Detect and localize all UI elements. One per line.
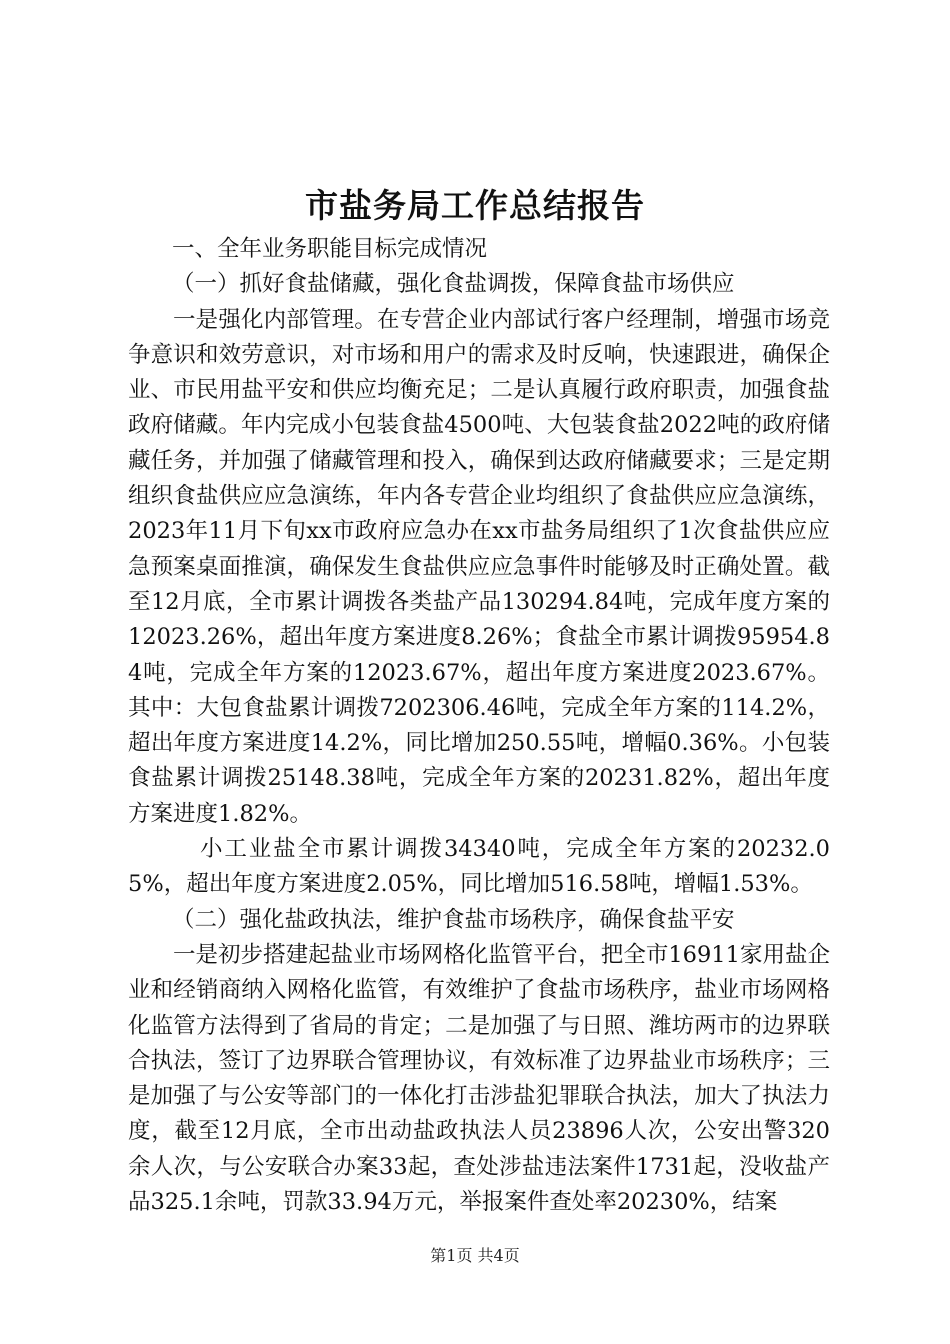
paragraph-3: 一是初步搭建起盐业市场网格化监管平台，把全市16911家用盐企业和经销商纳入网格化监管，有效维护了食盐市场秩序，盐业市场网格化监管方法得到了省局的肯定；二是加强了与日照、潍坊两市的边界联合执法，签订了边界联合管理协议，有效标准了边界盐业市场秩序；三是加强了与公安等部门的一体化打击涉盐犯罪联合执法，加大了执法力度，截至12月底，全市出动盐政执法人员23896人次，公安出警320余人次，与公安联合办案33起，查处涉盐违法案件1731起，没收盐产品325.1余吨，罚款33.94万元，举报案件查处率20230%，结案	[128, 941, 830, 1216]
subsection-heading-2: （二）强化盐政执法，维护食盐市场秩序，确保食盐平安	[172, 906, 735, 933]
document-body	[128, 232, 830, 1220]
section-heading-1: 一、全年业务职能目标完成情况	[172, 236, 488, 262]
page-number: 第1页 共4页	[430, 1246, 520, 1265]
paragraph-2: 小工业盐全市累计调拨34340吨，完成全年方案的20232.05%，超出年度方案进度2.05%，同比增加516.58吨，增幅1.53%。	[128, 836, 830, 898]
paragraph-1: 一是强化内部管理。在专营企业内部试行客户经理制，增强市场竞争意识和效劳意识，对市场和用户的需求及时反响，快速跟进，确保企业、市民用盐平安和供应均衡充足；二是认真履行政府职责，加强食盐政府储藏。年内完成小包装食盐4500吨、大包装食盐2022吨的政府储藏任务，并加强了储藏管理和投入，确保到达政府储藏要求；三是定期组织食盐供应应急演练，年内各专营企业均组织了食盐供应应急演练，2023年11月下旬xx市政府应急办在xx市盐务局组织了1次食盐供应应急预案桌面推演，确保发生食盐供应应急事件时能够及时正确处置。截至12月底，全市累计调拨各类盐产品130294.84吨，完成年度方案的12023.26%，超出年度方案进度8.26%；食盐全市累计调拨95954.84吨，完成全年方案的12023.67%，超出年度方案进度2023.67%。其中：大包食盐累计调拨7202306.46吨，完成全年方案的114.2%，超出年度方案进度14.2%，同比增加250.55吨，增幅0.36%。小包装食盐累计调拨25148.38吨，完成全年方案的20231.82%，超出年度方案进度1.82%。	[128, 306, 830, 827]
document-title: 市盐务局工作总结报告	[305, 186, 645, 225]
subsection-heading-1: （一）抓好食盐储藏，强化食盐调拨，保障食盐市场供应	[172, 271, 735, 298]
